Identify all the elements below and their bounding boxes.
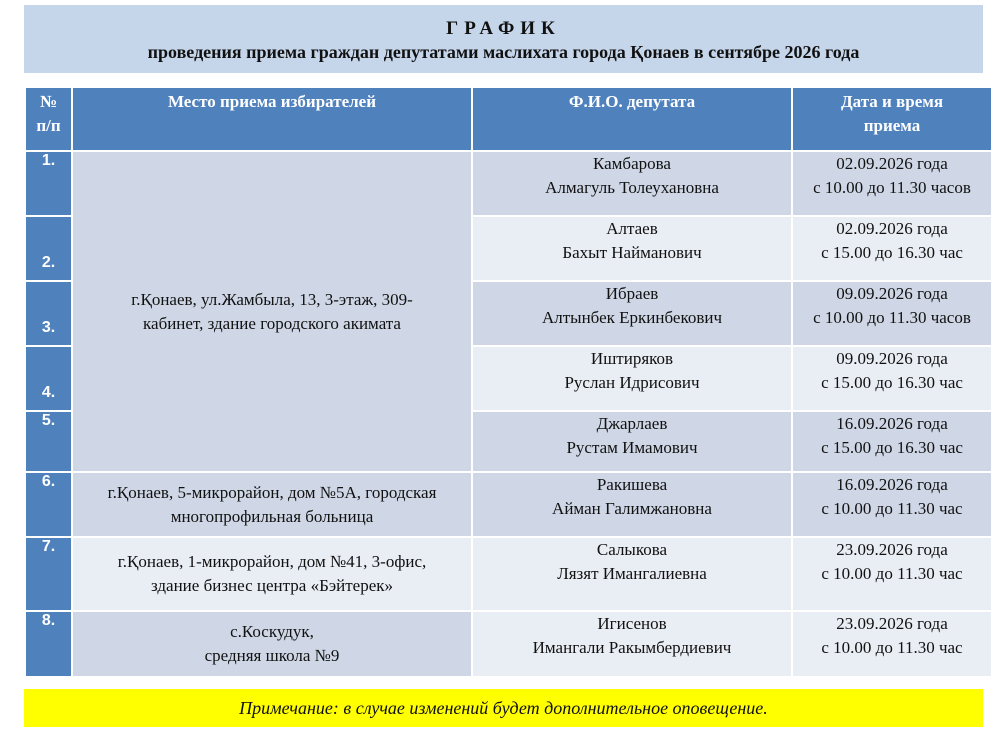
reception-time: с 10.00 до 11.30 час bbox=[821, 564, 963, 583]
reception-place bbox=[72, 151, 472, 472]
deputy-given-names: Алмагуль Толеухановна bbox=[545, 178, 719, 197]
deputy-given-names: Бахыт Найманович bbox=[562, 243, 702, 262]
table-row bbox=[25, 151, 992, 216]
place-line: здание бизнес центра «Бэйтерек» bbox=[150, 576, 394, 595]
column-header-date bbox=[792, 87, 992, 151]
column-header-date-line1: Дата и время bbox=[840, 92, 944, 111]
reception-date: 23.09.2026 года bbox=[836, 614, 948, 633]
reception-datetime bbox=[792, 281, 992, 346]
row-number: 6. bbox=[25, 472, 72, 537]
row-number: 1. bbox=[25, 151, 72, 216]
reception-date: 02.09.2026 года bbox=[836, 219, 948, 238]
place-line: с.Коскудук, bbox=[230, 622, 314, 641]
deputy-name bbox=[472, 346, 792, 411]
document-header bbox=[24, 5, 983, 73]
document-subtitle: проведения приема граждан депутатами маслихата города Қонаев в сентябре 2026 года bbox=[147, 42, 860, 62]
column-header-place: Место приема избирателей bbox=[72, 87, 472, 151]
deputy-surname: Иштиряков bbox=[590, 349, 674, 368]
schedule-table bbox=[24, 86, 993, 678]
place-line: средняя школа №9 bbox=[204, 646, 340, 665]
deputy-name bbox=[472, 472, 792, 537]
deputy-name bbox=[472, 611, 792, 677]
column-header-deputy: Ф.И.О. депутата bbox=[472, 87, 792, 151]
reception-datetime bbox=[792, 216, 992, 281]
deputy-surname: Салыкова bbox=[596, 540, 668, 559]
deputy-surname: Игисенов bbox=[597, 614, 667, 633]
deputy-given-names: Айман Галимжановна bbox=[552, 499, 712, 518]
reception-time: с 10.00 до 11.30 час bbox=[821, 638, 963, 657]
deputy-given-names: Руслан Идрисович bbox=[564, 373, 700, 392]
reception-date: 09.09.2026 года bbox=[836, 349, 948, 368]
deputy-name bbox=[472, 281, 792, 346]
deputy-surname: Ибраев bbox=[605, 284, 659, 303]
row-number: 2. bbox=[25, 216, 72, 281]
table-header-row bbox=[25, 87, 992, 151]
reception-place bbox=[72, 537, 472, 611]
column-header-number-line2: п/п bbox=[36, 116, 61, 135]
reception-date: 23.09.2026 года bbox=[836, 540, 948, 559]
reception-date: 09.09.2026 года bbox=[836, 284, 948, 303]
reception-datetime bbox=[792, 346, 992, 411]
reception-time: с 15.00 до 16.30 час bbox=[821, 243, 963, 262]
place-line: г.Қонаев, ул.Жамбыла, 13, 3-этаж, 309- bbox=[131, 289, 413, 309]
reception-datetime bbox=[792, 472, 992, 537]
reception-time: с 10.00 до 11.30 час bbox=[821, 499, 963, 518]
row-number: 8. bbox=[25, 611, 72, 677]
reception-datetime bbox=[792, 537, 992, 611]
reception-time: с 15.00 до 16.30 час bbox=[821, 438, 963, 457]
deputy-name bbox=[472, 537, 792, 611]
document-title: ГРАФИК bbox=[446, 18, 561, 39]
row-number: 4. bbox=[25, 346, 72, 411]
column-header-date-line2: приема bbox=[863, 116, 921, 135]
deputy-given-names: Лязят Имангалиевна bbox=[557, 564, 707, 583]
deputy-surname: Ракишева bbox=[596, 475, 668, 494]
deputy-surname: Джарлаев bbox=[596, 414, 668, 433]
reception-time: с 10.00 до 11.30 часов bbox=[813, 308, 971, 327]
table-row bbox=[25, 611, 992, 677]
deputy-name bbox=[472, 151, 792, 216]
reception-place bbox=[72, 472, 472, 537]
deputy-surname: Камбарова bbox=[593, 154, 671, 173]
change-notice: Примечание: в случае изменений будет дополнительное оповещение. bbox=[24, 689, 983, 727]
deputy-surname: Алтаев bbox=[606, 219, 658, 238]
column-header-number-line1: № bbox=[39, 92, 58, 111]
reception-date: 16.09.2026 года bbox=[836, 475, 948, 494]
column-header-number bbox=[25, 87, 72, 151]
row-number: 5. bbox=[25, 411, 72, 472]
reception-place bbox=[72, 611, 472, 677]
reception-datetime bbox=[792, 611, 992, 677]
table-row bbox=[25, 472, 992, 537]
place-line: г.Қонаев, 5-микрорайон, дом №5А, городская bbox=[107, 482, 437, 502]
deputy-given-names: Имангали Ракымбердиевич bbox=[532, 638, 732, 657]
place-line: кабинет, здание городского акимата bbox=[143, 313, 401, 333]
deputy-given-names: Рустам Имамович bbox=[566, 438, 698, 457]
reception-datetime bbox=[792, 151, 992, 216]
deputy-name bbox=[472, 216, 792, 281]
place-line: г.Қонаев, 1-микрорайон, дом №41, 3-офис, bbox=[117, 552, 427, 571]
reception-time: с 10.00 до 11.30 часов bbox=[813, 178, 971, 197]
row-number: 7. bbox=[25, 537, 72, 611]
table-row bbox=[25, 537, 992, 611]
reception-datetime bbox=[792, 411, 992, 472]
deputy-given-names: Алтынбек Еркинбекович bbox=[541, 308, 723, 327]
place-line: многопрофильная больница bbox=[170, 506, 374, 526]
reception-time: с 15.00 до 16.30 час bbox=[821, 373, 963, 392]
row-number: 3. bbox=[25, 281, 72, 346]
reception-date: 16.09.2026 года bbox=[836, 414, 948, 433]
deputy-name bbox=[472, 411, 792, 472]
reception-date: 02.09.2026 года bbox=[836, 154, 948, 173]
